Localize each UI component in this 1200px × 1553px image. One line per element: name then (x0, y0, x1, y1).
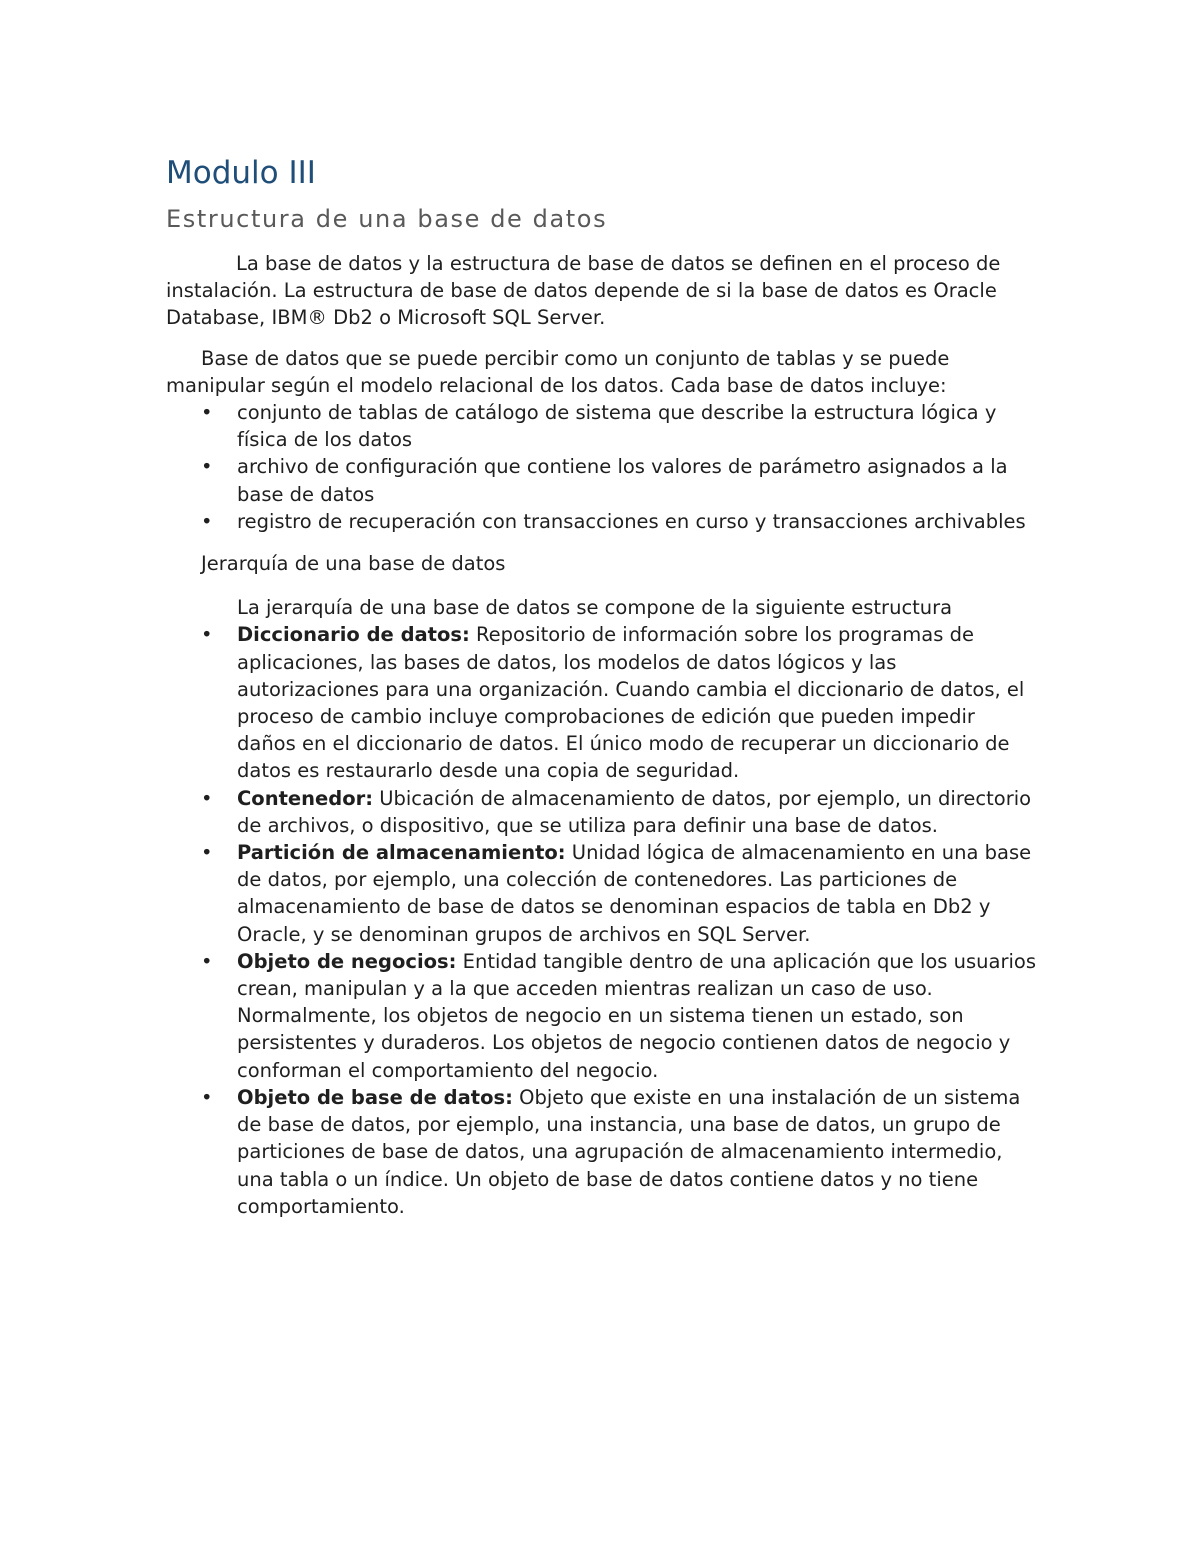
term-description: Repositorio de información sobre los programas de aplicaciones, las bases de datos, los modelos de datos lógicos y las autorizaciones para una organización. Cuando cambia el diccionario de datos, el proceso de cambio incluye comprobaciones de edición que pueden impedir daños en el diccionario de datos. El único modo de recuperar un diccionario de datos es restaurarlo desde una copia de seguridad. (237, 623, 1025, 783)
bullet-icon: • (201, 1085, 213, 1109)
bullet-icon: • (201, 509, 213, 533)
bullet-icon: • (201, 455, 213, 479)
term-description: Ubicación de almacenamiento de datos, por ejemplo, un directorio de archivos, o dispositivo, que se utiliza para definir una base de datos. (237, 786, 1032, 837)
bullet-icon: • (201, 623, 213, 647)
document-content (166, 150, 1036, 1220)
term-description: Unidad lógica de almacenamiento en una base de datos, por ejemplo, una colección de contenedores. Las particiones de almacenamiento de base de datos se denominan espacios de tabla en Db2 y Oracle, y se denominan grupos de archivos en SQL Server. (237, 841, 1032, 946)
document-title: Modulo III (166, 155, 316, 191)
list-item-text: conjunto de tablas de catálogo de sistema que describe la estructura lógica y física de los datos (237, 401, 997, 452)
term-label: Objeto de base de datos: (237, 1085, 513, 1109)
list-item (166, 839, 1036, 948)
bullet-icon: • (201, 786, 213, 810)
term-description: Objeto que existe en una instalación de un sistema de base de datos, por ejemplo, una instancia, una base de datos, un grupo de particiones de base de datos, una agrupación de almacenamiento intermedio, una tabla o un índice. Un objeto de base de datos contiene datos y no tiene comportamiento. (237, 1085, 1021, 1218)
hierarchy-heading: Jerarquía de una base de datos (201, 552, 506, 576)
list-item (166, 453, 1036, 507)
hierarchy-list (166, 621, 1036, 1219)
term-label: Diccionario de datos: (237, 623, 470, 647)
list-item (166, 948, 1036, 1084)
list-item (166, 399, 1036, 453)
list-item (166, 1084, 1036, 1220)
list-item (166, 785, 1036, 839)
bullet-icon: • (201, 949, 213, 973)
term-description: Entidad tangible dentro de una aplicación que los usuarios crean, manipulan y a la que acceden mientras realizan un caso de uso. Normalmente, los objetos de negocio en un sistema tienen un estado, son persistentes y duraderos. Los objetos de negocio contienen datos de negocio y conforman el comportamiento del negocio. (237, 949, 1037, 1082)
includes-list (166, 399, 1036, 535)
list-item-text: archivo de configuración que contiene los valores de parámetro asignados a la base de datos (237, 455, 1008, 506)
term-label: Objeto de negocios: (237, 949, 457, 973)
term-label: Partición de almacenamiento: (237, 841, 566, 865)
list-item (166, 508, 1036, 535)
bullet-icon: • (201, 841, 213, 865)
document-subtitle: Estructura de una base de datos (166, 205, 608, 233)
intro-paragraph: La base de datos y la estructura de base de datos se definen en el proceso de instalación. La estructura de base de datos depende de si la base de datos es Oracle Database, IBM® Db2 o Microsoft SQL Server. (166, 252, 1001, 330)
list-item-text: registro de recuperación con transacciones en curso y transacciones archivables (237, 509, 1026, 533)
term-label: Contenedor: (237, 786, 374, 810)
list-item (166, 621, 1036, 784)
bullet-icon: • (201, 401, 213, 425)
includes-paragraph: Base de datos que se puede percibir como un conjunto de tablas y se puede manipular según el modelo relacional de los datos. Cada base de datos incluye: (166, 346, 950, 397)
hierarchy-intro: La jerarquía de una base de datos se compone de la siguiente estructura (237, 596, 953, 620)
